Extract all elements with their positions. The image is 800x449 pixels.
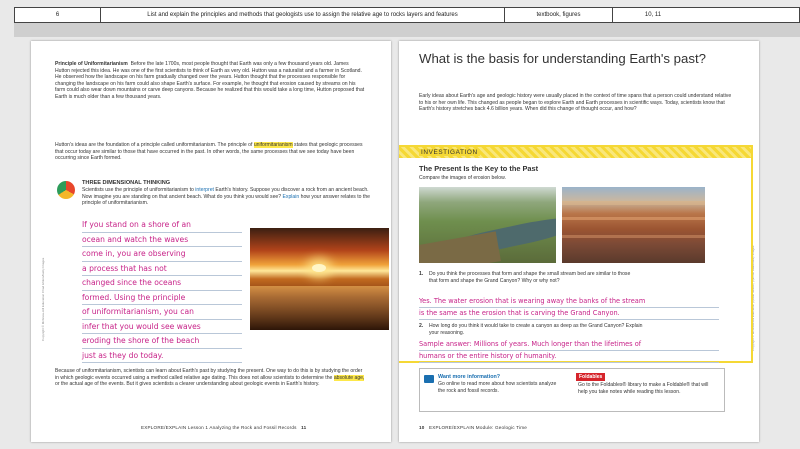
question-text: How long do you think it would take to create a canyon as deep as the Grand Canyon? Explain your reasoning. bbox=[429, 323, 643, 336]
paragraph-heading: Principle of Uniformitarianism bbox=[55, 61, 128, 67]
table-row bbox=[14, 7, 800, 23]
answer-line: is the same as the erosion that is carving the Grand Canyon. bbox=[419, 308, 719, 320]
paragraph-principle bbox=[55, 142, 365, 162]
footer-text: EXPLORE/EXPLAIN Module: Geologic Time bbox=[428, 425, 527, 430]
investigation-bar bbox=[399, 147, 751, 158]
question-1 bbox=[419, 271, 719, 284]
answer-line: eroding the shore of the beach bbox=[82, 334, 242, 349]
handwritten-answer bbox=[82, 218, 242, 363]
answer-line: Sample answer: Millions of years. Much longer than the lifetimes of bbox=[419, 339, 719, 351]
answer-line: Yes. The water erosion that is wearing away the banks of the stream bbox=[419, 296, 719, 308]
page-number: 10 bbox=[419, 425, 425, 430]
answer-line: If you stand on a shore of an bbox=[82, 218, 242, 233]
paragraph-text: or the actual age of the events. But it gives scientists a clearer understanding about geologic events in Earth's history. bbox=[55, 381, 320, 388]
right-footer bbox=[419, 425, 527, 430]
question-number: 2. bbox=[419, 323, 424, 329]
paragraph-body: Before the late 1700s, most people thought that Earth was only a few thousand years old. James Hutton rejected this idea. He was one of the first scientists to think of Earth as very old. Hutton was a naturalist and a farmer in Scotland. He observed how the landscape on his farm gradually changed over the years. Hutton thought that the processes responsible for changing the landscape on his farm could also shape Earth's surface. For example, he thought that erosion caused by streams on his farm could also wear down mountains or carve deep canyons. Because he realized that this would take a long time, Hutton proposed that Earth is much older than a few thousand years. bbox=[55, 61, 365, 100]
three-d-thinking-icon bbox=[57, 181, 75, 199]
paragraph-text: states that geologic processes that occur today are similar to those that have occurred in the past. In other words, the same processes that we see today have been occurring since Earth formed. bbox=[55, 142, 363, 162]
question-number: 1. bbox=[419, 271, 424, 277]
more-info-box[interactable] bbox=[420, 369, 570, 411]
computer-icon bbox=[424, 375, 434, 383]
foldables-box[interactable] bbox=[572, 369, 724, 411]
page-number: 11 bbox=[301, 425, 307, 430]
prompt-text: Earth's history. Suppose you discover a rock from an ancient beach. Now imagine you are standing on that ancient beach. What do you think you would see? bbox=[82, 187, 369, 200]
left-footer bbox=[141, 425, 306, 430]
right-side-caption: Copyright © McGraw-Hill Education (t)Dale Nelson, (r)Ernst Haas/Getty Images bbox=[751, 245, 755, 351]
interpret-link[interactable]: interpret bbox=[195, 187, 214, 193]
row-description: List and explain the principles and methods that geologists use to assign the relative age to rocks layers and features bbox=[101, 8, 505, 22]
more-info-title: Want more information? bbox=[438, 374, 501, 380]
sun-glow bbox=[312, 264, 326, 272]
thinking-box bbox=[57, 176, 383, 361]
answer-2 bbox=[419, 339, 719, 363]
row-resource: textbook, figures bbox=[505, 8, 613, 22]
question-2 bbox=[419, 323, 719, 336]
paragraph-uniformitarianism bbox=[55, 61, 365, 101]
paragraph-text: Because of uniformitarianism, scientists can learn about Earth's past by studying the present. One way to do this is by studying the order in which geologic events occurred using a method called relative age dating. This does not allow scientists to determine the bbox=[55, 368, 363, 381]
left-side-caption: Copyright © McGraw-Hill Education Chad Ehlers/Getty Images bbox=[41, 257, 45, 341]
wet-sand-reflection bbox=[250, 286, 389, 330]
answer-line: ocean and watch the waves bbox=[82, 233, 242, 248]
foldables-body: Go to the Foldables® library to make a Foldable® that will help you take notes while reading this lesson. bbox=[578, 382, 709, 395]
highlighted-term: absolute age, bbox=[333, 374, 365, 381]
thinking-prompt bbox=[82, 187, 374, 207]
row-number: 6 bbox=[15, 8, 101, 22]
answer-1 bbox=[419, 296, 719, 320]
answer-line: just as they do today. bbox=[82, 349, 242, 364]
rock-layer bbox=[562, 201, 705, 205]
eroded-bank bbox=[419, 231, 501, 263]
page-title: What is the basis for understanding Earth's past? bbox=[419, 51, 706, 66]
question-text: Do you think the processes that form and shape the small stream bed are similar to those that form and shape the Grand Canyon? Why or why not? bbox=[429, 271, 631, 284]
highlighted-term: uniformitarianism bbox=[253, 142, 293, 148]
intro-paragraph: Early ideas about Earth's age and geologic history were usually placed in the context of time spans that a person could understand relative to his or her own life. This changed as people began to explore Earth and Earth processes in scientific ways. Today, scientists know that Earth's history stretches back 4.6 billion years. When did this change of thought occur, and how? bbox=[419, 93, 732, 113]
answer-line: infer that you would see waves bbox=[82, 320, 242, 335]
answer-line: formed. Using the principle bbox=[82, 291, 242, 306]
explain-link[interactable]: Explain bbox=[282, 193, 300, 200]
resources-panel bbox=[419, 368, 725, 412]
rock-layer bbox=[562, 217, 705, 220]
footer-text: EXPLORE/EXPLAIN Lesson 1 Analyzing the Rock and Fossil Records bbox=[141, 425, 297, 430]
grand-canyon-photo bbox=[562, 187, 705, 263]
answer-line: a process that has not bbox=[82, 262, 242, 277]
thinking-title: THREE DIMENSIONAL THINKING bbox=[82, 180, 171, 186]
answer-line: of uniformitarianism, you can bbox=[82, 305, 242, 320]
investigation-subtitle: Compare the images of erosion below. bbox=[419, 175, 506, 181]
row-pages: 10, 11 bbox=[644, 12, 662, 18]
investigation-title: The Present Is the Key to the Past bbox=[419, 164, 539, 173]
paragraph-text: Hutton's ideas are the foundation of a principle called uniformitarianism. The principle of bbox=[55, 142, 253, 148]
stream-bed-photo bbox=[419, 187, 556, 263]
left-page bbox=[31, 41, 391, 442]
answer-line: changed since the oceans bbox=[82, 276, 242, 291]
paragraph-relative-age bbox=[55, 368, 365, 388]
answer-line: come in, you are observing bbox=[82, 247, 242, 262]
prompt-text: how your answer relates to the principle of uniformitarianism. bbox=[82, 193, 371, 207]
foldables-badge: Foldables bbox=[576, 373, 605, 381]
beach-sunset-photo bbox=[250, 228, 389, 330]
right-page bbox=[399, 41, 759, 442]
answer-line: humans or the entire history of humanity. bbox=[419, 351, 719, 363]
gray-band bbox=[14, 23, 800, 37]
rock-layer bbox=[562, 235, 705, 238]
investigation-label: INVESTIGATION bbox=[421, 149, 478, 156]
investigation-box bbox=[399, 145, 753, 363]
more-info-body: Go online to read more about how scientists analyze the rock and fossil records. bbox=[438, 381, 557, 394]
prompt-text: Scientists use the principle of uniformitarianism to bbox=[82, 187, 194, 193]
